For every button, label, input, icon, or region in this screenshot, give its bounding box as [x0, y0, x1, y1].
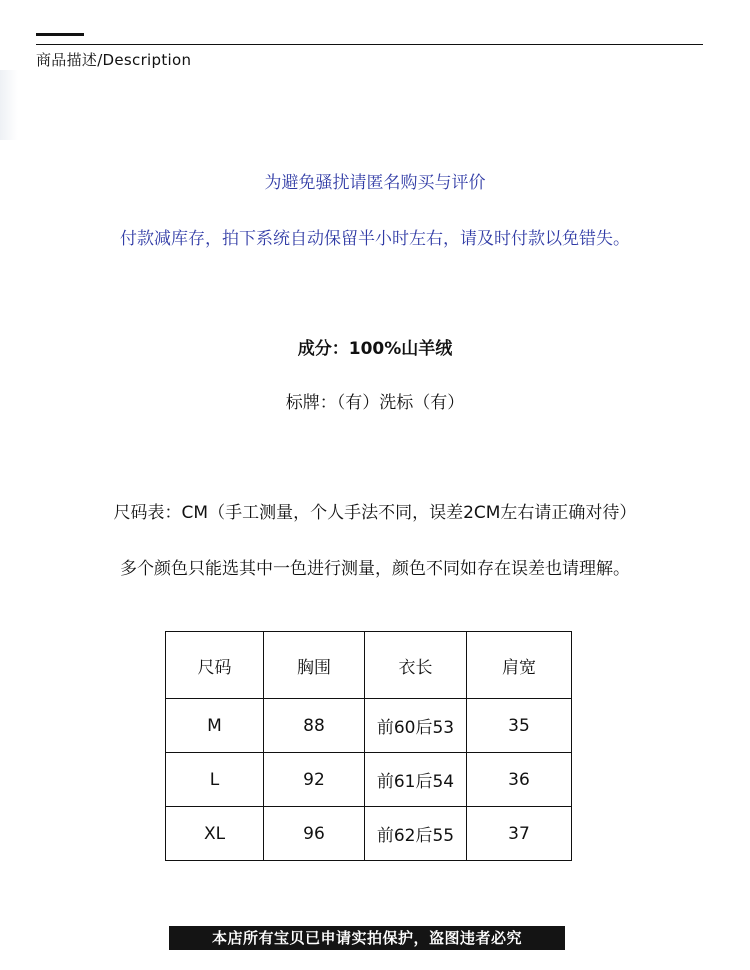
size-cell: L: [166, 753, 264, 807]
label-info: 标牌：（有）洗标（有）: [285, 393, 465, 413]
payment-reservation-notice: 付款减库存，拍下系统自动保留半小时左右，请及时付款以免错失。: [120, 229, 630, 249]
table-row: [166, 699, 572, 753]
shoulder-cell: 36: [467, 753, 572, 807]
chest-cell: 88: [264, 699, 365, 753]
size-table-header-row: [166, 632, 572, 699]
chest-cell: 96: [264, 807, 365, 861]
anonymous-purchase-notice: 为避免骚扰请匿名购买与评价: [264, 173, 486, 193]
size-table: [165, 631, 572, 861]
chest-cell: 92: [264, 753, 365, 807]
length-cell: 前62后55: [365, 807, 467, 861]
size-chart-note: 尺码表：CM（手工测量，个人手法不同，误差2CM左右请正确对待）: [113, 503, 637, 523]
shoulder-cell: 35: [467, 699, 572, 753]
section-title: 商品描述/Description: [36, 51, 192, 69]
size-cell: M: [166, 699, 264, 753]
material-composition: 成分：100%山羊绒: [297, 339, 453, 359]
size-table-header-cell: 肩宽: [467, 632, 572, 699]
header-accent-bar: [36, 33, 84, 36]
size-table-header-cell: 尺码: [166, 632, 264, 699]
header-divider: [36, 44, 703, 45]
size-cell: XL: [166, 807, 264, 861]
edge-shade: [0, 70, 18, 140]
table-row: [166, 753, 572, 807]
table-row: [166, 807, 572, 861]
length-cell: 前60后53: [365, 699, 467, 753]
shoulder-cell: 37: [467, 807, 572, 861]
copyright-protection-banner: 本店所有宝贝已申请实拍保护，盗图违者必究: [169, 926, 565, 950]
color-measure-note: 多个颜色只能选其中一色进行测量，颜色不同如存在误差也请理解。: [120, 559, 630, 579]
size-table-header-cell: 胸围: [264, 632, 365, 699]
length-cell: 前61后54: [365, 753, 467, 807]
size-table-header-cell: 衣长: [365, 632, 467, 699]
